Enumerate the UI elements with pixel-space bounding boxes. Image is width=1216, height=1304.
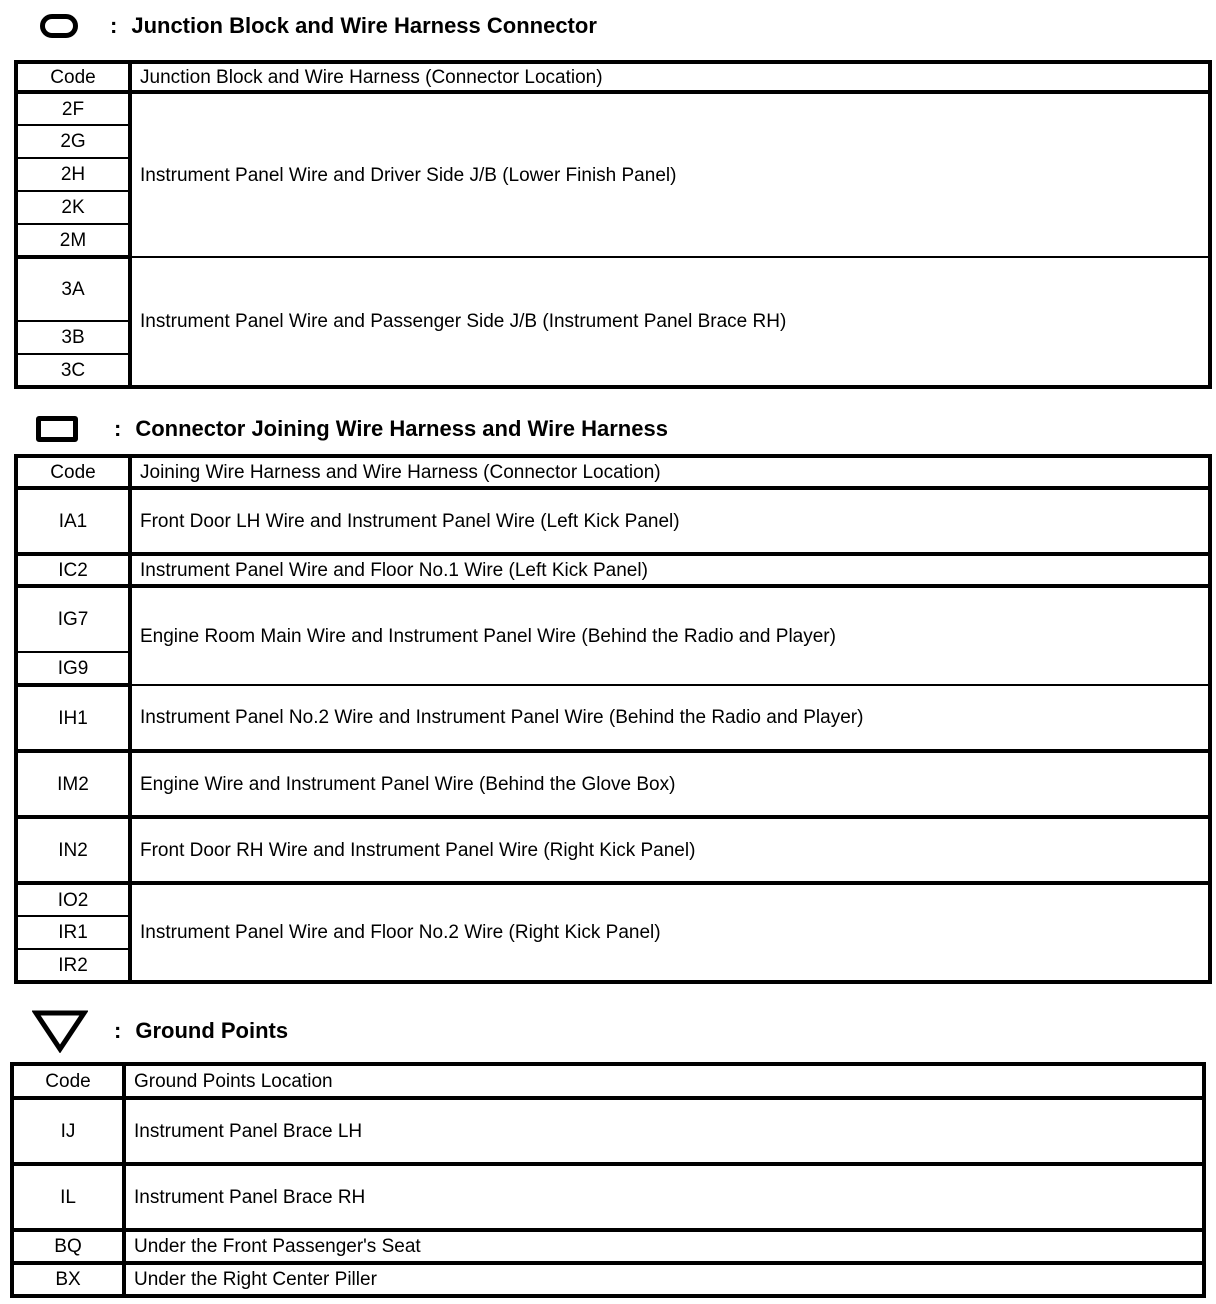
table-row <box>16 685 1210 751</box>
connector-code: BQ <box>12 1230 124 1263</box>
rectangle-connector-icon <box>36 416 78 442</box>
table-row <box>16 257 1210 321</box>
connector-code: 3C <box>16 354 130 387</box>
table-row <box>12 1263 1204 1296</box>
ground-section-header <box>32 1006 288 1056</box>
table-row <box>16 92 1210 125</box>
connector-code: 3B <box>16 321 130 354</box>
connector-code: IL <box>12 1164 124 1230</box>
connector-location: Front Door RH Wire and Instrument Panel Wire (Right Kick Panel) <box>130 817 1210 883</box>
junction-section-header <box>40 10 597 42</box>
junction-colon: : <box>110 13 118 38</box>
ground-colon: : <box>114 1018 122 1043</box>
connector-code: IM2 <box>16 751 130 817</box>
column-header-location: Ground Points Location <box>124 1064 1204 1098</box>
connector-code: IR2 <box>16 949 130 982</box>
oval-connector-icon <box>40 14 78 38</box>
connector-code: 2K <box>16 191 130 224</box>
joining-colon: : <box>114 416 122 441</box>
column-header-code: Code <box>16 62 130 92</box>
ground-section-title: Ground Points <box>135 1018 289 1043</box>
joining-table <box>14 454 1212 984</box>
table-row <box>16 586 1210 652</box>
joining-section-header <box>36 413 668 445</box>
column-header-code: Code <box>16 456 130 488</box>
connector-location: Instrument Panel Wire and Driver Side J/B (Lower Finish Panel) <box>130 92 1210 257</box>
table-row <box>16 817 1210 883</box>
connector-code: IJ <box>12 1098 124 1164</box>
connector-code: IN2 <box>16 817 130 883</box>
connector-location: Engine Wire and Instrument Panel Wire (Behind the Glove Box) <box>130 751 1210 817</box>
table-row <box>16 883 1210 916</box>
connector-code: IG7 <box>16 586 130 652</box>
connector-code: IR1 <box>16 916 130 949</box>
connector-code: 2G <box>16 125 130 158</box>
connector-location: Instrument Panel Wire and Floor No.2 Wire (Right Kick Panel) <box>130 883 1210 982</box>
connector-location: Engine Room Main Wire and Instrument Panel Wire (Behind the Radio and Player) <box>130 586 1210 685</box>
connector-code: IG9 <box>16 652 130 685</box>
column-header-location: Junction Block and Wire Harness (Connector Location) <box>130 62 1210 92</box>
table-row <box>12 1164 1204 1230</box>
connector-location: Instrument Panel Brace RH <box>124 1164 1204 1230</box>
connector-code: IA1 <box>16 488 130 554</box>
junction-table <box>14 60 1212 389</box>
connector-code: 3A <box>16 257 130 321</box>
table-row <box>16 554 1210 586</box>
column-header-location: Joining Wire Harness and Wire Harness (Connector Location) <box>130 456 1210 488</box>
connector-code: IH1 <box>16 685 130 751</box>
connector-code: IO2 <box>16 883 130 916</box>
ground-triangle-icon <box>32 1009 88 1053</box>
column-header-code: Code <box>12 1064 124 1098</box>
connector-code: 2M <box>16 224 130 257</box>
connector-location: Instrument Panel Wire and Floor No.1 Wire (Left Kick Panel) <box>130 554 1210 586</box>
connector-location: Instrument Panel Brace LH <box>124 1098 1204 1164</box>
connector-location: Instrument Panel Wire and Passenger Side J/B (Instrument Panel Brace RH) <box>130 257 1210 387</box>
connector-code: IC2 <box>16 554 130 586</box>
ground-table <box>10 1062 1206 1298</box>
connector-location: Under the Right Center Piller <box>124 1263 1204 1296</box>
table-row <box>12 1230 1204 1263</box>
table-row <box>12 1098 1204 1164</box>
connector-location: Front Door LH Wire and Instrument Panel Wire (Left Kick Panel) <box>130 488 1210 554</box>
connector-location: Under the Front Passenger's Seat <box>124 1230 1204 1263</box>
joining-section-title: Connector Joining Wire Harness and Wire Harness <box>135 416 668 441</box>
table-row <box>16 751 1210 817</box>
connector-code: BX <box>12 1263 124 1296</box>
connector-location: Instrument Panel No.2 Wire and Instrument Panel Wire (Behind the Radio and Player) <box>130 685 1210 751</box>
connector-code: 2F <box>16 92 130 125</box>
table-row <box>16 488 1210 554</box>
junction-section-title: Junction Block and Wire Harness Connector <box>131 13 597 38</box>
connector-code: 2H <box>16 158 130 191</box>
